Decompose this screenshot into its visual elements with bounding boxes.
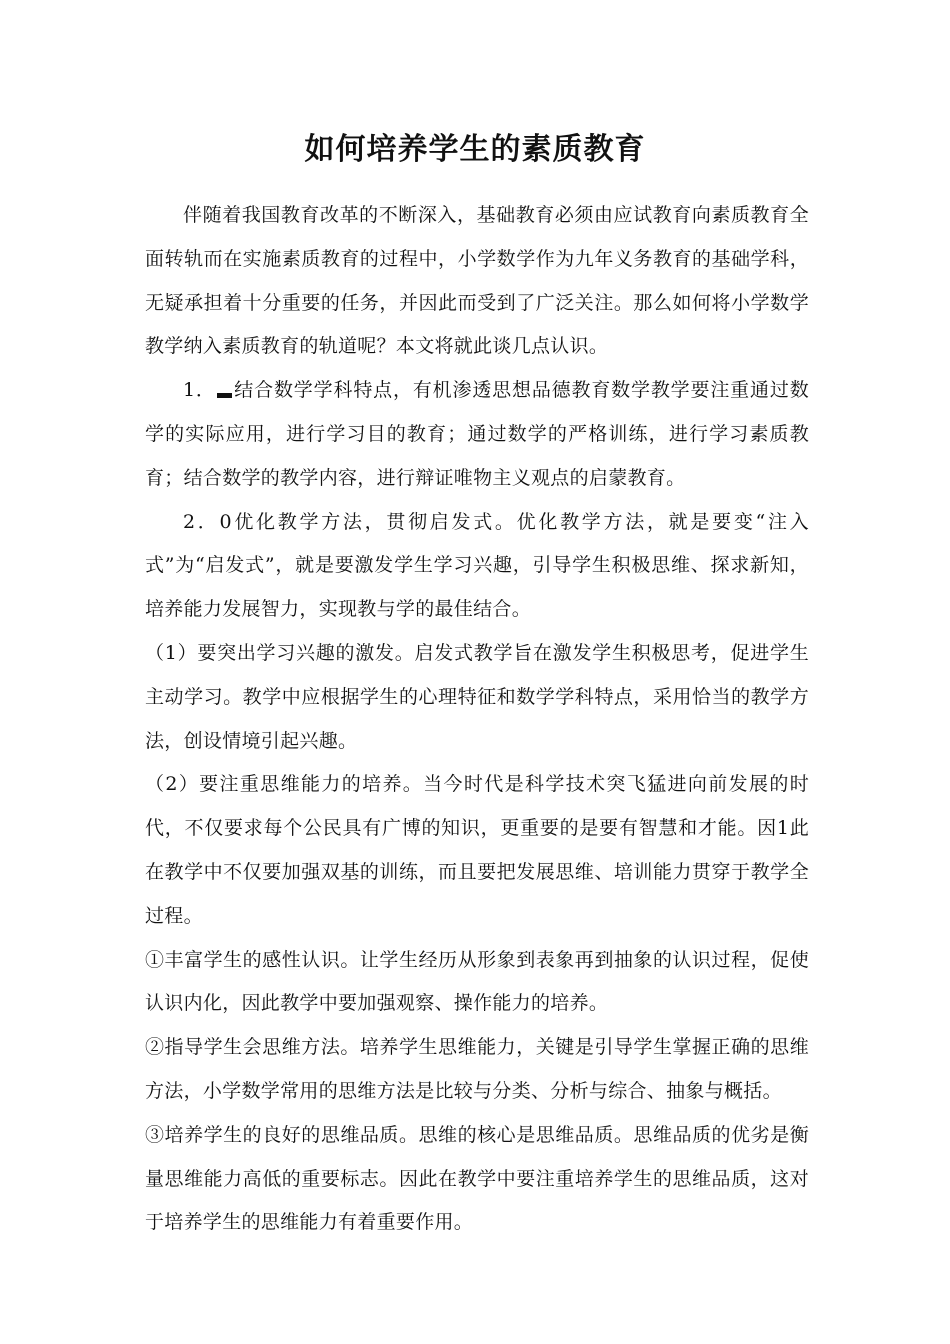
intro-paragraph: 伴随着我国教育改革的不断深入，基础教育必须由应试教育向素质教育全面转轨而在实施素质教育的过程中，小学数学作为九年义务教育的基础学科，无疑承担着十分重要的任务，并因此而受到了广泛关注。那么如何将小学数学教学纳入素质教育的轨道呢？本文将就此谈几点认识。 bbox=[145, 204, 809, 358]
point-1-paragraph: （1）要突出学习兴趣的激发。启发式教学旨在激发学生积极思考，促进学生主动学习。教学中应根据学生的心理特征和数学学科特点，采用恰当的教学方法，创设情境引起兴趣。 bbox=[145, 641, 809, 752]
sub-point-3-paragraph: ③培养学生的良好的思维品质。思维的核心是思维品质。思维品质的优劣是衡量思维能力高低的重要标志。因此在教学中要注重培养学生的思维品质，这对于培养学生的思维能力有着重要作用。 bbox=[145, 1123, 809, 1234]
document-body bbox=[145, 194, 809, 1245]
point-2-paragraph: （2）要注重思维能力的培养。当今时代是科学技术突飞猛进向前发展的时代，不仅要求每个公民具有广博的知识，更重要的是要有智慧和才能。因1此在教学中不仅要加强双基的训练，而且要把发展思维、培训能力贯穿于教学全过程。 bbox=[145, 773, 809, 927]
sub-point-1-paragraph: ①丰富学生的感性认识。让学生经历从形象到表象再到抽象的认识过程，促使认识内化，因此教学中要加强观察、操作能力的培养。 bbox=[145, 948, 809, 1015]
document-title: 如何培养学生的素质教育 bbox=[304, 132, 646, 167]
section-1-text: 结合数学学科特点，有机渗透思想品德教育数学教学要注重通过数学的实际应用，进行学习目的教育；通过数学的严格训练，进行学习素质教育；结合数学的教学内容，进行辩证唯物主义观点的启蒙教育。 bbox=[145, 379, 809, 489]
text-marker-mark bbox=[217, 393, 232, 398]
section-2-paragraph: 2．0优化教学方法，贯彻启发式。优化教学方法，就是要变“注入式”为“启发式”，就是要激发学生学习兴趣，引导学生积极思维、探求新知，培养能力发展智力，实现教与学的最佳结合。 bbox=[145, 510, 809, 621]
section-1-number: 1． bbox=[183, 379, 216, 402]
section-1-paragraph bbox=[145, 369, 809, 500]
sub-point-2-paragraph: ②指导学生会思维方法。培养学生思维能力，关键是引导学生掌握正确的思维方法，小学数学常用的思维方法是比较与分类、分析与综合、抽象与概括。 bbox=[145, 1036, 809, 1102]
